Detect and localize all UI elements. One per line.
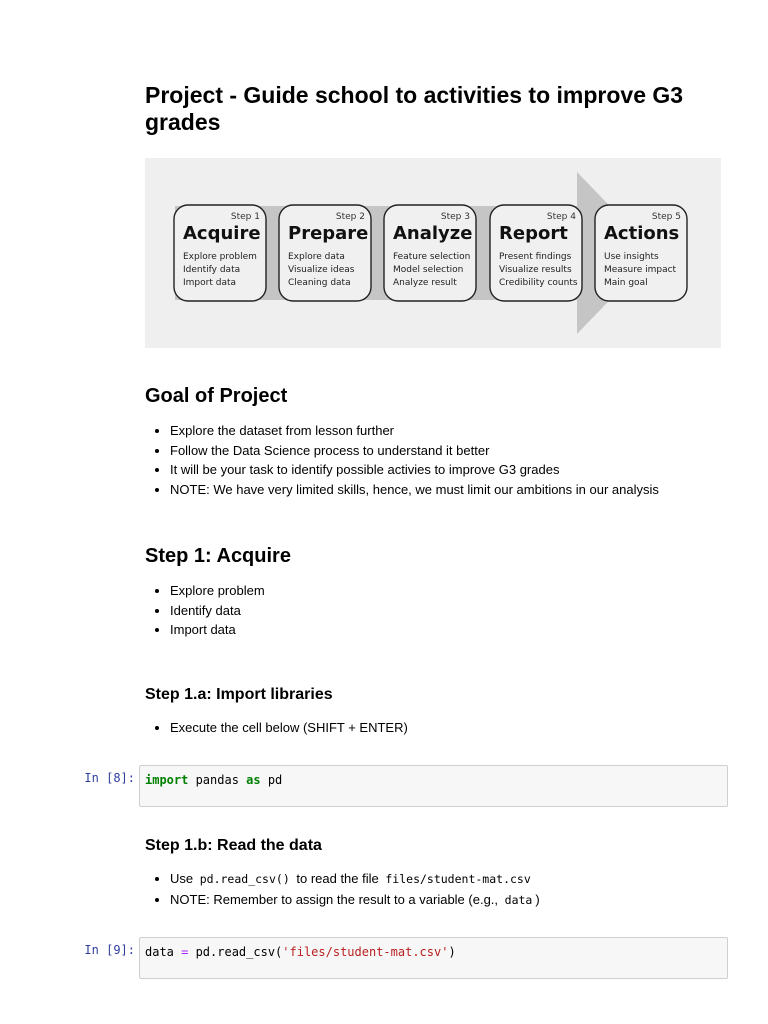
page-title: Project - Guide school to activities to improve G3 grades (145, 82, 684, 135)
step1a-list (145, 718, 408, 738)
code-token: pd (260, 773, 283, 787)
inline-code: pd.read_csv() (199, 872, 290, 886)
step-item: Import data (183, 278, 237, 288)
step-name: Actions (604, 223, 680, 244)
step-number: Step 2 (335, 212, 365, 222)
list-item (170, 869, 540, 890)
step-item: Explore problem (183, 252, 257, 262)
data-science-process-figure (145, 158, 721, 348)
step-item: Analyze result (393, 278, 457, 288)
step-number: Step 1 (230, 212, 260, 222)
operator: = (181, 945, 189, 959)
goal-list (145, 421, 659, 499)
step-item: Visualize ideas (288, 265, 355, 275)
step-number: Step 5 (651, 212, 681, 222)
code-text (145, 773, 282, 787)
step-item: Visualize results (499, 265, 572, 275)
code-token: pd.read_csv( (188, 945, 283, 959)
step-item: Cleaning data (288, 278, 351, 288)
string-literal: 'files/student-mat.csv' (282, 945, 449, 959)
cell-prompt: In [9]: (84, 943, 135, 957)
code-token: ) (448, 945, 456, 959)
list-item: • Execute the cell below (SHIFT + ENTER) (170, 718, 408, 738)
step1b-heading: Step 1.b: Read the data (145, 837, 322, 854)
step-number: Step 3 (440, 212, 470, 222)
step1-list (145, 581, 265, 640)
step-name: Report (499, 223, 568, 244)
text: NOTE: Remember to assign the result to a variable (e.g., (170, 891, 502, 907)
process-diagram (145, 158, 721, 348)
list-item: • Explore problem (170, 581, 265, 601)
step-item: Credibility counts (499, 278, 578, 288)
code-text (145, 945, 456, 959)
code-input[interactable] (139, 765, 728, 807)
list-item: • It will be your task to identify possible activies to improve G3 grades (170, 460, 659, 480)
code-token: pandas (188, 773, 247, 787)
list-item: • NOTE: We have very limited skills, hence, we must limit our ambitions in our analysis (170, 480, 659, 500)
text: Use (170, 871, 197, 886)
list-item: • Identify data (170, 601, 265, 621)
step-item: Measure impact (604, 265, 677, 275)
keyword: import (145, 773, 189, 787)
goal-heading: Goal of Project (145, 385, 288, 407)
step-name: Analyze (393, 223, 473, 244)
keyword: as (246, 773, 261, 787)
list-item: • Import data (170, 620, 265, 640)
step-item: Feature selection (393, 252, 471, 262)
step-item: Main goal (604, 278, 648, 288)
cell-prompt: In [8]: (84, 771, 135, 785)
list-item: • Follow the Data Science process to understand it better (170, 441, 659, 461)
step-item: Model selection (393, 265, 464, 275)
step-name: Prepare (288, 223, 369, 244)
step1-heading: Step 1: Acquire (145, 545, 291, 567)
step-item: Present findings (499, 252, 572, 262)
step-item: Use insights (604, 252, 659, 262)
step-name: Acquire (183, 223, 261, 244)
list-item: • Explore the dataset from lesson further (170, 421, 659, 441)
code-token: data (145, 945, 182, 959)
inline-code: files/student-mat.csv (385, 872, 531, 886)
step-item: Explore data (288, 252, 345, 262)
step-item: Identify data (183, 265, 241, 275)
text: ) (535, 891, 540, 907)
inline-code: data (504, 892, 533, 907)
text: to read the file (292, 871, 383, 886)
step-number: Step 4 (546, 212, 576, 222)
step1a-heading: Step 1.a: Import libraries (145, 686, 333, 703)
step1b-list (145, 869, 540, 910)
code-input[interactable] (139, 937, 728, 979)
list-item (170, 890, 540, 911)
